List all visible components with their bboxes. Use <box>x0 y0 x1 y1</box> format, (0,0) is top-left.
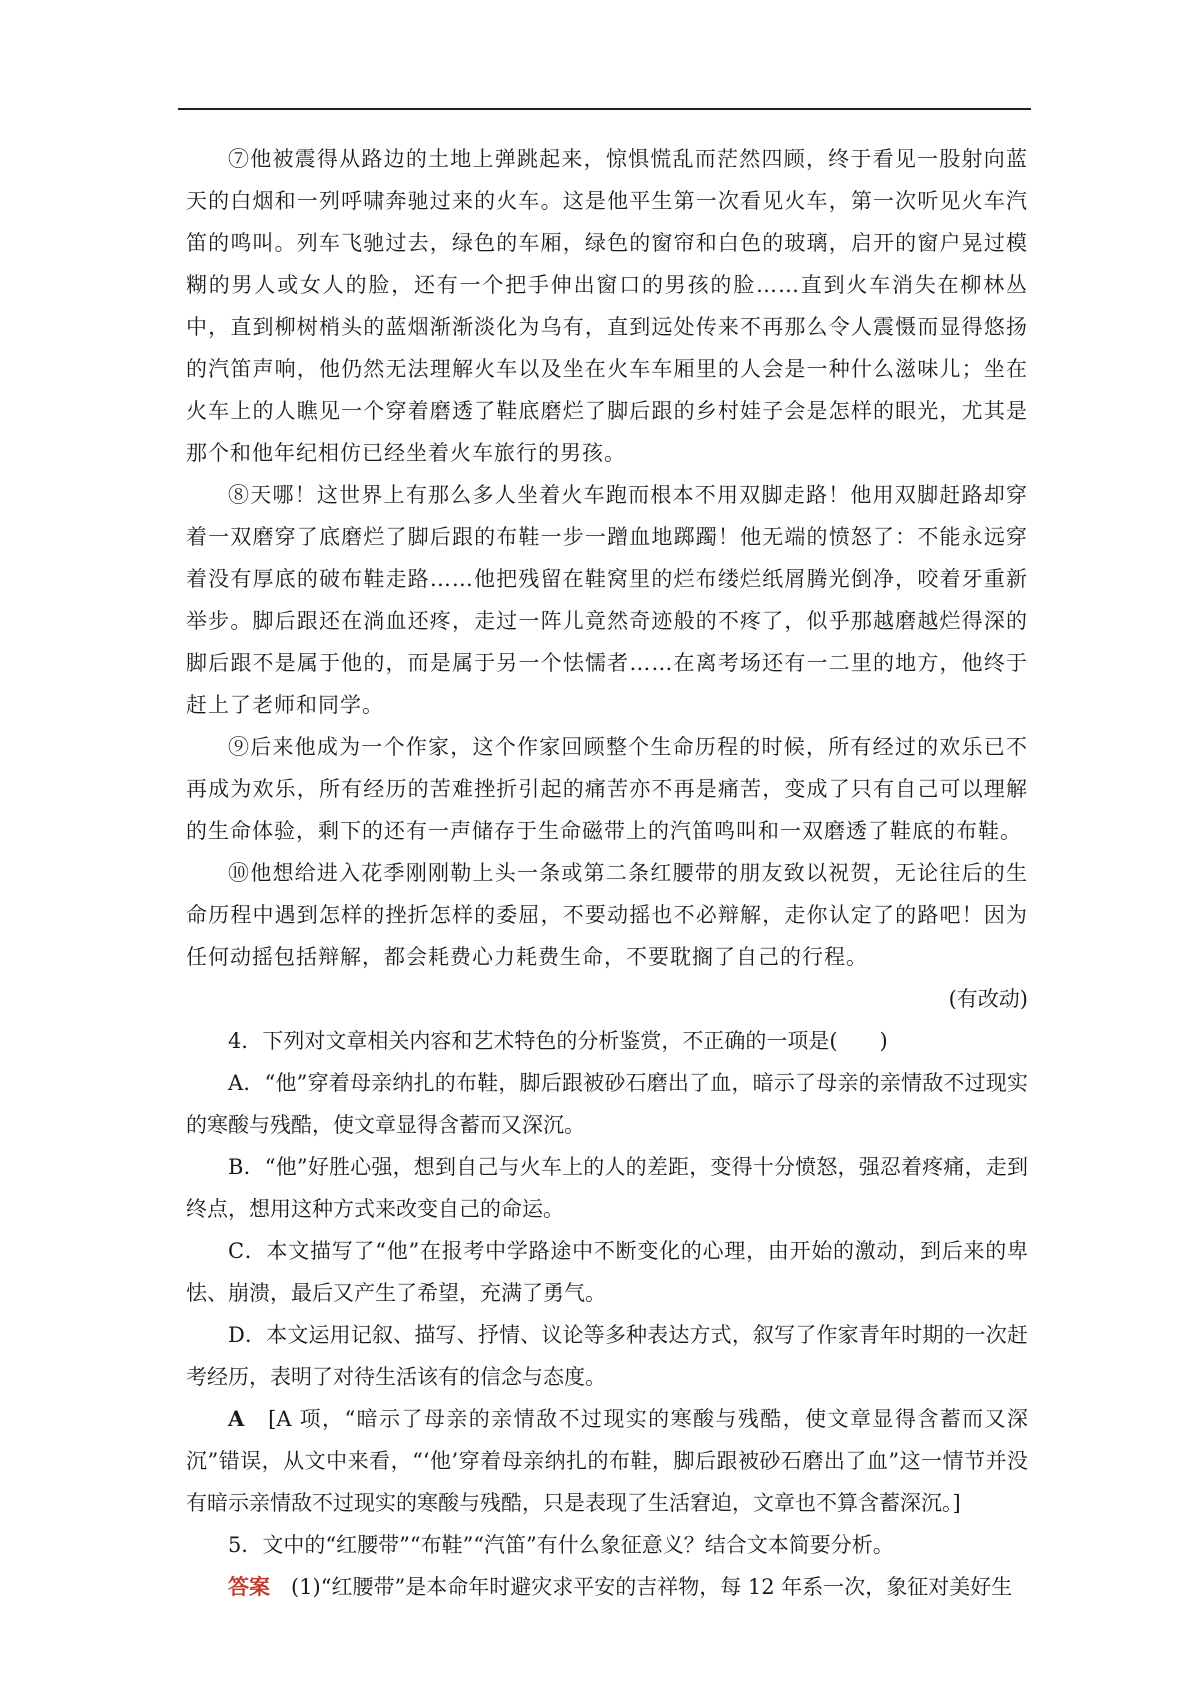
passage-paragraph-8: ⑧天哪！这世界上有那么多人坐着火车跑而根本不用双脚走路！他用双脚赶路却穿着一双磨穿了底磨烂了脚后跟的布鞋一步一蹭血地踯躅！他无端的愤怒了：不能永远穿着没有厚底的破布鞋走路……他把残留在鞋窝里的烂布缕烂纸屑腾光倒净，咬着牙重新举步。脚后跟还在淌血还疼，走过一阵儿竟然奇迹般的不疼了，似乎那越磨越烂得深的脚后跟不是属于他的，而是属于另一个怯懦者……在离考场还有一二里的地方，他终于赶上了老师和同学。 <box>186 483 1028 717</box>
answer-text: (1)“红腰带”是本命年时避灾求平安的吉祥物，每 12 年系一次，象征对美好生 <box>291 1575 1013 1599</box>
question-4-option-a: A．“他”穿着母亲纳扎的布鞋，脚后跟被砂石磨出了血，暗示了母亲的亲情敌不过现实的寒酸与残酷，使文章显得含蓄而又深沉。 <box>186 1071 1028 1137</box>
answer-key: A <box>228 1406 245 1431</box>
question-5-stem: 5．文中的“红腰带”“布鞋”“汽笛”有什么象征意义？结合文本简要分析。 <box>228 1533 894 1557</box>
question-4-option-d: D．本文运用记叙、描写、抒情、议论等多种表达方式，叙写了作家青年时期的一次赶考经历，表明了对待生活该有的信念与态度。 <box>186 1323 1028 1389</box>
passage-paragraph-7: ⑦他被震得从路边的土地上弹跳起来，惊惧慌乱而茫然四顾，终于看见一股射向蓝天的白烟和一列呼啸奔驰过来的火车。这是他平生第一次看见火车，第一次听见火车汽笛的鸣叫。列车飞驰过去，绿色的车厢，绿色的窗帘和白色的玻璃，启开的窗户晃过模糊的男人或女人的脸，还有一个把手伸出窗口的男孩的脸……直到火车消失在柳林丛中，直到柳树梢头的蓝烟渐渐淡化为乌有，直到远处传来不再那么令人震慑而显得悠扬的汽笛声响，他仍然无法理解火车以及坐在火车车厢里的人会是一种什么滋味儿；坐在火车上的人瞧见一个穿着磨透了鞋底磨烂了脚后跟的乡村娃子会是怎样的眼光，尤其是那个和他年纪相仿已经坐着火车旅行的男孩。 <box>186 147 1028 465</box>
passage-paragraph-9: ⑨后来他成为一个作家，这个作家回顾整个生命历程的时候，所有经过的欢乐已不再成为欢乐，所有经历的苦难挫折引起的痛苦亦不再是痛苦，变成了只有自己可以理解的生命体验，剩下的还有一声储存于生命磁带上的汽笛鸣叫和一双磨透了鞋底的布鞋。 <box>186 735 1028 843</box>
answer-explanation: [A 项，“暗示了母亲的亲情敌不过现实的寒酸与残酷，使文章显得含蓄而又深沉”错误，从文中来看，“‘他’穿着母亲纳扎的布鞋，脚后跟被砂石磨出了血”这一情节并没有暗示亲情敌不过现实的寒酸与残酷，只是表现了生活窘迫，文章也不算含蓄深沉。] <box>186 1407 1028 1515</box>
question-4-option-b: B．“他”好胜心强，想到自己与火车上的人的差距，变得十分愤怒，强忍着疼痛，走到终点，想用这种方式来改变自己的命运。 <box>186 1155 1028 1221</box>
question-5-answer <box>186 1566 1028 1608</box>
header-rule <box>178 108 1031 110</box>
page-content <box>186 138 1028 1608</box>
question-4-answer <box>186 1398 1028 1524</box>
answer-label: 答案 <box>228 1574 270 1599</box>
adaptation-note: (有改动) <box>948 987 1028 1011</box>
passage-paragraph-10: ⑩他想给进入花季刚刚勒上头一条或第二条红腰带的朋友致以祝贺，无论往后的生命历程中遇到怎样的挫折怎样的委屈，不要动摇也不必辩解，走你认定了的路吧！因为任何动摇包括辩解，都会耗费心力耗费生命，不要耽搁了自己的行程。 <box>186 861 1028 969</box>
question-4-option-c: C．本文描写了“他”在报考中学路途中不断变化的心理，由开始的激动，到后来的卑怯、崩溃，最后又产生了希望，充满了勇气。 <box>186 1239 1028 1305</box>
question-4-stem: 4．下列对文章相关内容和艺术特色的分析鉴赏，不正确的一项是( ) <box>228 1029 888 1053</box>
